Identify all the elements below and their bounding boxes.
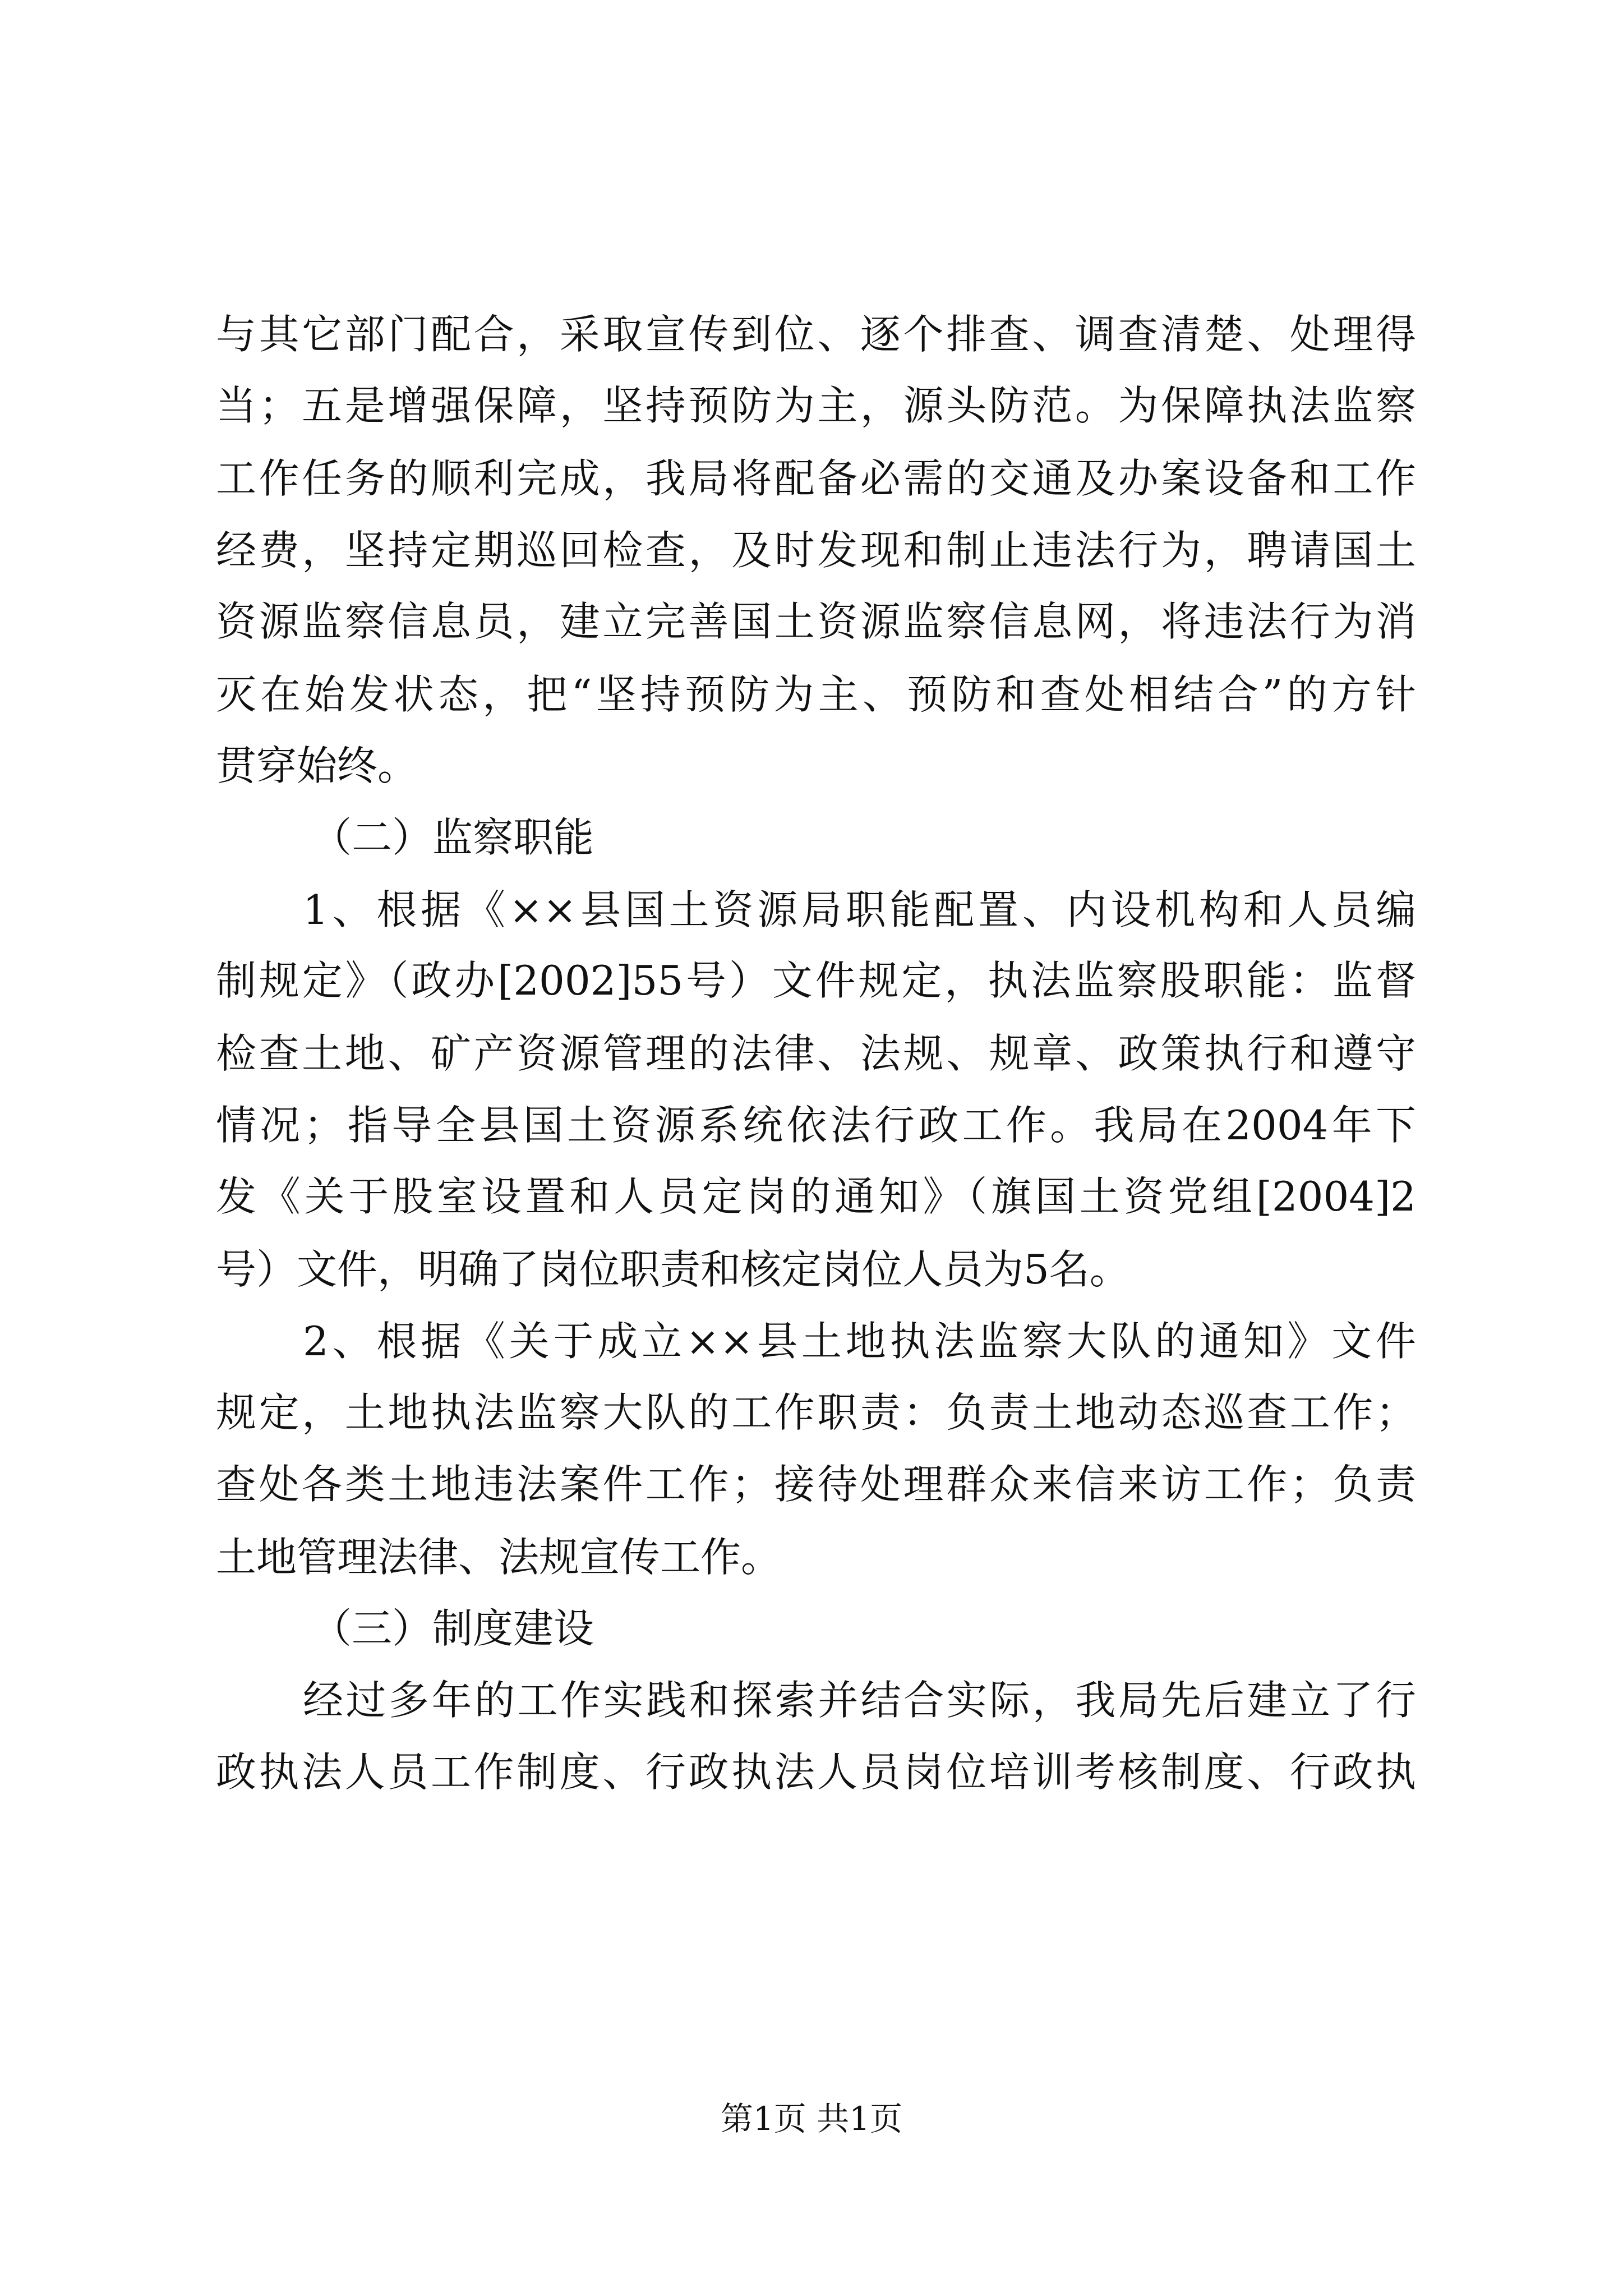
text-line: 检查土地、矿产资源管理的法律、法规、规章、政策执行和遵守 [216, 1030, 1416, 1077]
text-line: 发《关于股室设置和人员定岗的通知》（旗国土资党组[2004]2 [216, 1173, 1416, 1220]
text-line: 贯穿始终。 [216, 742, 418, 789]
text-line: 当；五是增强保障，坚持预防为主，源头防范。为保障执法监察 [216, 382, 1416, 429]
text-line: 号）文件，明确了岗位职责和核定岗位人员为5名。 [216, 1246, 1130, 1293]
text-line: 灭在始发状态，把“坚持预防为主、预防和查处相结合”的方针 [216, 671, 1416, 718]
text-line: 工作任务的顺利完成，我局将配备必需的交通及办案设备和工作 [216, 455, 1416, 502]
text-line: 与其它部门配合，采取宣传到位、逐个排查、调查清楚、处理得 [216, 311, 1416, 358]
page-footer: 第1页 共1页 [720, 2100, 903, 2138]
text-line: 情况；指导全县国土资源系统依法行政工作。我局在2004年下 [216, 1102, 1416, 1149]
text-line: 资源监察信息员，建立完善国土资源监察信息网，将违法行为消 [216, 598, 1416, 645]
text-line: 经过多年的工作实践和探索并结合实际，我局先后建立了行 [303, 1677, 1416, 1724]
text-line: 查处各类土地违法案件工作；接待处理群众来信来访工作；负责 [216, 1461, 1416, 1508]
text-line: 土地管理法律、法规宣传工作。 [216, 1534, 782, 1581]
text-line: 政执法人员工作制度、行政执法人员岗位培训考核制度、行政执 [216, 1749, 1416, 1796]
text-line: 制规定》（政办[2002]55号）文件规定，执法监察股职能：监督 [216, 957, 1416, 1004]
text-line: 规定，土地执法监察大队的工作职责：负责土地动态巡查工作； [216, 1389, 1416, 1436]
section-heading: （三）制度建设 [311, 1605, 594, 1652]
text-line: 经费，坚持定期巡回检查，及时发现和制止违法行为，聘请国土 [216, 527, 1416, 574]
text-line: 2、根据《关于成立××县土地执法监察大队的通知》文件 [303, 1318, 1416, 1365]
text-line: 1、根据《××县国土资源局职能配置、内设机构和人员编 [303, 886, 1416, 933]
section-heading: （二）监察职能 [311, 814, 594, 861]
